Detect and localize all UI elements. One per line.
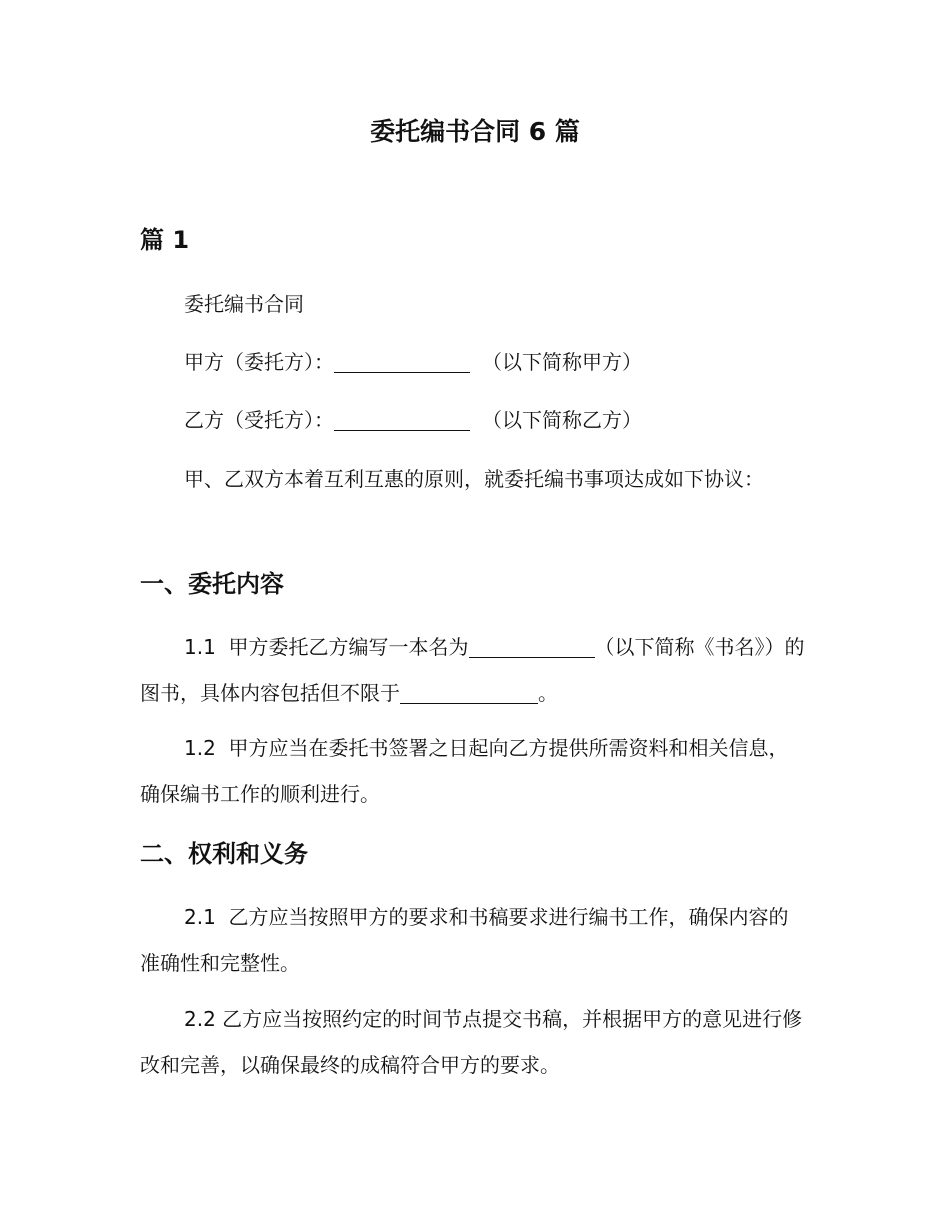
clause-1-1 bbox=[140, 624, 808, 716]
preamble-paragraph: 甲、乙双方本着互利互惠的原则，就委托编书事项达成如下协议： bbox=[184, 467, 764, 491]
document-title: 委托编书合同 6 篇 bbox=[370, 117, 580, 146]
section-label: 篇 1 bbox=[140, 226, 190, 254]
section1-heading: 一、委托内容 bbox=[140, 570, 284, 598]
clause-2-2-number: 2.2 bbox=[184, 1007, 216, 1031]
clause-2-1-text: 乙方应当按照甲方的要求和书稿要求进行编书工作，确保内容的准确性和完整性。 bbox=[140, 905, 789, 975]
party-b-line bbox=[184, 405, 642, 435]
clause-1-1-number: 1.1 bbox=[184, 635, 216, 659]
clause-1-1-text-c: 。 bbox=[538, 681, 558, 705]
clause-1-1-text-b: （以下简称《书名》）的图书，具体内容包括但不限于 bbox=[140, 635, 805, 705]
clause-1-2-number: 1.2 bbox=[184, 736, 216, 760]
clause-1-2 bbox=[140, 725, 808, 817]
clause-2-1-number: 2.1 bbox=[184, 905, 216, 929]
party-a-label: 甲方（委托方）： bbox=[184, 350, 334, 374]
clause-1-2-text: 甲方应当在委托书签署之日起向乙方提供所需资料和相关信息，确保编书工作的顺利进行。 bbox=[140, 736, 789, 806]
book-name-blank bbox=[469, 635, 595, 658]
party-b-label: 乙方（受托方）： bbox=[184, 408, 334, 432]
party-b-blank bbox=[334, 408, 470, 431]
content-scope-blank bbox=[400, 681, 538, 704]
clause-1-1-text-a: 甲方委托乙方编写一本名为 bbox=[228, 635, 469, 659]
party-a-suffix: （以下简称甲方） bbox=[482, 350, 642, 374]
clause-2-1 bbox=[140, 894, 808, 986]
clause-2-2 bbox=[140, 996, 808, 1088]
clause-2-2-text: 乙方应当按照约定的时间节点提交书稿，并根据甲方的意见进行修改和完善，以确保最终的成稿符合甲方的要求。 bbox=[140, 1007, 803, 1077]
contract-name: 委托编书合同 bbox=[184, 292, 304, 316]
section2-heading: 二、权利和义务 bbox=[140, 840, 308, 868]
party-a-blank bbox=[334, 350, 470, 373]
party-a-line bbox=[184, 347, 642, 377]
party-b-suffix: （以下简称乙方） bbox=[482, 408, 642, 432]
